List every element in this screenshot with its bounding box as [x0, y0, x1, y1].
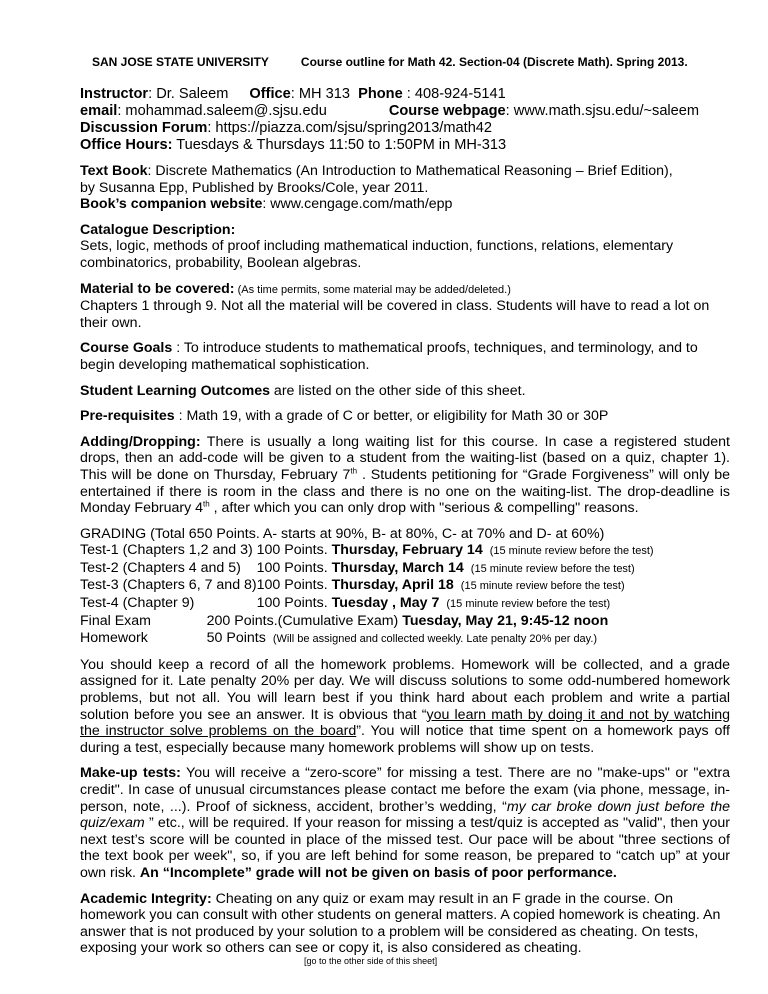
office-hours-label: Office Hours:: [80, 137, 173, 153]
grading-row: [80, 577, 654, 595]
grading-points: 100 Points.: [256, 577, 332, 594]
grading-note: (15 minute review before the test): [460, 580, 625, 593]
grading-date: Tuesday , May 7: [331, 595, 440, 612]
grading-details: [206, 612, 654, 631]
grading-details: [257, 595, 654, 613]
grading-note: (15 minute review before the test): [470, 562, 635, 575]
contact-section: [80, 86, 730, 154]
grading-points: 100 Points.: [256, 595, 332, 612]
makeup-text-b: ” etc., will be required. If your reason for missing a test/quiz is accepted as "valid", then your next test’s score will be counted in place of the missed test. Our pace will be about "three sections of the text book per week", so, if you are left behind for some reason, be prepared to “catch up” at your own risk.: [80, 815, 730, 881]
grading-note: (Will be assigned and collected weekly. Late penalty 20% per day.): [272, 633, 598, 646]
webpage-label: Course webpage: [388, 103, 506, 119]
phone-value: : 408-924-5141: [402, 86, 506, 102]
companion-value: : www.cengage.com/math/epp: [262, 196, 453, 213]
webpage-value: : www.math.sjsu.edu/~saleem: [505, 103, 700, 119]
companion-label: Book’s companion website: [80, 196, 263, 213]
office-label: Office: [249, 86, 291, 102]
forum-label: Discussion Forum: [80, 120, 208, 136]
homework-section: [80, 657, 730, 757]
grading-points: 50 Points: [206, 630, 266, 647]
material-note: (As time permits, some material may be added/deleted.): [234, 283, 511, 296]
grading-row: [80, 630, 654, 648]
goals-line1: : To introduce students to mathematical proofs, techniques, and terminology, and to: [172, 340, 698, 357]
integrity-section: [80, 891, 730, 957]
integrity-label: Academic Integrity:: [80, 890, 212, 907]
forum-value: : https://piazza.com/sjsu/spring2013/math42: [207, 120, 493, 136]
material-line2: their own.: [80, 314, 142, 331]
university-name: SAN JOSE STATE UNIVERSITY: [92, 55, 269, 69]
grading-details: [257, 542, 654, 560]
grading-item: Test-4 (Chapter 9): [80, 595, 195, 612]
integrity-line4: exposing your work so others can see or copy it, is also considered as cheating.: [80, 940, 582, 957]
adding-text-a: There is usually a long waiting list for this course. In case a registered student drops, then an add-code will be given to a student from the waiting-list (based on a quiz, chapter 1). This will be done on Thursday, February 7: [80, 433, 730, 483]
adding-text-b: . Students petitioning for “Grade Forgiveness” will only be entertained if there is room in the class and there is no one on the waiting-list. The drop-deadline is Monday February 4: [80, 466, 731, 517]
makeup-text-a: You will receive a “zero-score” for missing a test. There are no "make-ups" or "extra credit". In case of unusual circumstances please contact me before the exam (via phone, message, in-person, note, ...). Proof of sickness, accident, brother’s wedding, “: [80, 765, 730, 815]
grading-date: Tuesday, May 21, 9:45-12 noon: [402, 612, 609, 629]
grading-row: [80, 560, 654, 578]
makeup-label: Make-up tests:: [80, 765, 181, 782]
goals-label: Course Goals: [80, 340, 173, 357]
office-value: : MH 313: [290, 86, 350, 102]
course-outline-page: [80, 55, 730, 966]
grading-item: Test-3 (Chapters 6, 7 and 8): [80, 577, 257, 594]
outcomes-label: Student Learning Outcomes: [80, 382, 270, 399]
grading-points: 200 Points.(Cumulative Exam): [206, 612, 403, 629]
adding-dropping-section: [80, 434, 730, 517]
grading-date: Thursday, February 14: [331, 542, 483, 559]
catalogue-section: [80, 222, 730, 272]
office-hours-value: Tuesdays & Thursdays 11:50 to 1:50PM in MH-313: [172, 137, 507, 153]
grading-date: Thursday, March 14: [331, 559, 464, 576]
grading-details: [206, 630, 654, 648]
adding-label: Adding/Dropping:: [80, 433, 201, 450]
goals-section: [80, 340, 730, 373]
grading-details: [257, 560, 654, 578]
grading-note: (15 minute review before the test): [489, 545, 654, 558]
grading-section: [80, 526, 730, 648]
makeup-incomplete-policy: An “Incomplete” grade will not be given on basis of poor performance.: [139, 864, 617, 881]
material-label: Material to be covered:: [80, 280, 235, 297]
prereq-section: [80, 408, 730, 425]
grading-date: Thursday, April 18: [331, 577, 454, 594]
textbook-line2: by Susanna Epp, Published by Brooks/Cole, year 2011.: [80, 179, 429, 196]
grading-row: [80, 613, 654, 631]
adding-sup-1: th: [350, 466, 358, 476]
course-title: Course outline for Math 42. Section-04 (Discrete Math). Spring 2013.: [300, 55, 688, 69]
catalogue-line1: Sets, logic, methods of proof including mathematical induction, functions, relations, elementary: [80, 238, 674, 255]
outcomes-text: are listed on the other side of this sheet.: [269, 382, 526, 399]
textbook-label: Text Book: [80, 163, 148, 179]
grading-row: [80, 595, 654, 613]
grading-item: Test-1 (Chapters 1,2 and 3): [80, 542, 253, 559]
textbook-section: [80, 163, 730, 213]
catalogue-label: Catalogue Description:: [80, 221, 236, 238]
grading-heading: GRADING (Total 650 Points. A- starts at 90%, B- at 80%, C- at 70% and D- at 60%): [80, 525, 605, 542]
prereq-text: : Math 19, with a grade of C or better, or eligibility for Math 30 or 30P: [174, 408, 609, 425]
catalogue-line2: combinatorics, probability, Boolean algebras.: [80, 254, 362, 271]
makeup-italic: my car broke down just before the quiz/exam: [80, 798, 730, 832]
outcomes-section: [80, 383, 730, 400]
phone-label: Phone: [358, 86, 403, 102]
grading-points: 100 Points.: [256, 559, 332, 576]
homework-text-b: ”. You will notice that time spent on a homework pays off during a test, especially because many homework problems will show up on tests.: [80, 723, 730, 756]
prereq-label: Pre-requisites: [80, 408, 175, 425]
grading-table: [80, 542, 654, 648]
material-line1: Chapters 1 through 9. Not all the material will be covered in class. Students will have to read a lot on: [80, 298, 710, 315]
goals-line2: begin developing mathematical sophistication.: [80, 356, 370, 373]
grading-item: Homework: [80, 630, 148, 647]
adding-text-c: , after which you can only drop with "serious & compelling" reasons.: [209, 500, 639, 517]
grading-points: 100 Points.: [256, 542, 332, 559]
instructor-label: Instructor: [80, 86, 149, 102]
homework-underlined: you learn math by doing it and not by watching the instructor solve problems on the board: [80, 706, 730, 740]
email-value: : mohammad.saleem@.sjsu.edu: [117, 103, 327, 119]
grading-item: Test-2 (Chapters 4 and 5): [80, 559, 241, 576]
instructor-value: : Dr. Saleem: [148, 86, 229, 102]
grading-row: [80, 542, 654, 560]
grading-details: [257, 577, 654, 595]
page-footer-note: [go to the other side of this sheet]: [304, 955, 438, 966]
grading-note: (15 minute review before the test): [446, 598, 611, 611]
integrity-line2: homework you can consult with other students on general matters. A copied homework is cheating. An: [80, 907, 721, 924]
document-header: [92, 55, 730, 69]
textbook-line1: : Discrete Mathematics (An Introduction to Mathematical Reasoning – Brief Edition),: [147, 163, 673, 179]
material-section: [80, 281, 730, 332]
email-label: email: [80, 103, 118, 119]
integrity-line1: Cheating on any quiz or exam may result in an F grade in the course. On: [211, 890, 674, 907]
adding-sup-2: th: [203, 499, 210, 509]
homework-text-a: You should keep a record of all the homework problems. Homework will be collected, and a grade assigned for it. Late penalty 20% per day. We will discuss solutions to some odd-numbered homework problems, but not all. You will learn best if you think hard about each problem and write a partial solution before you see an answer. It is obvious that “: [80, 656, 730, 723]
makeup-section: [80, 765, 730, 881]
integrity-line3: answer that is not produced by your solution to a problem will be considered as cheating. On tests,: [80, 923, 699, 940]
grading-item: Final Exam: [80, 612, 151, 629]
